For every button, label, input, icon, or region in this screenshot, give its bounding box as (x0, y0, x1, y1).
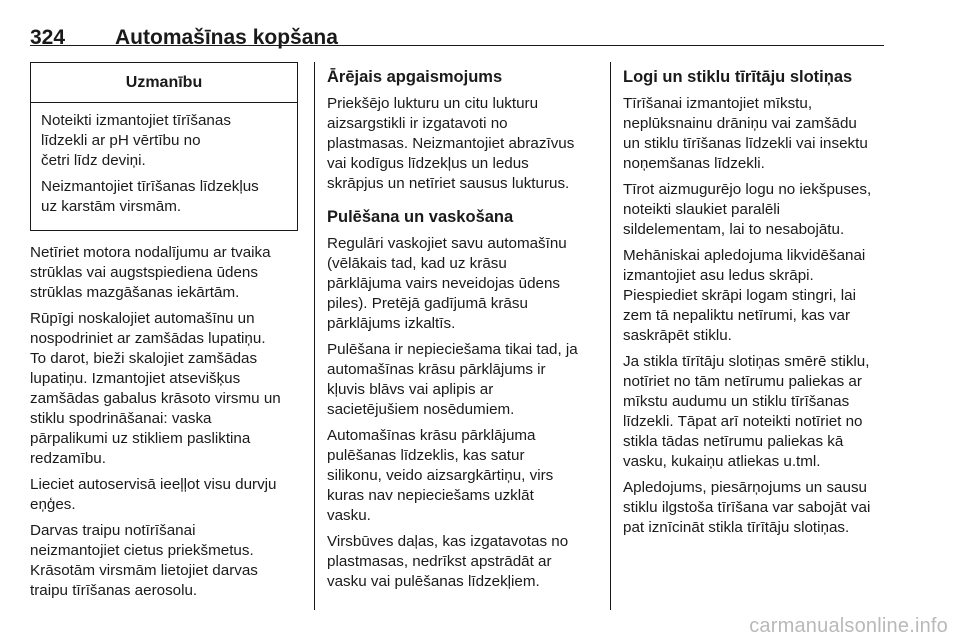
text-line: Mehāniskai apledojuma likvidēšanai (623, 247, 866, 264)
paragraph (623, 352, 899, 472)
paragraph (30, 475, 302, 515)
text-line: Apledojums, piesārņojums un sausu (623, 479, 867, 496)
text-line: vasku vai pulēšanas līdzekļiem. (327, 573, 540, 590)
text-line: noņemšanas līdzekli. (623, 155, 765, 172)
paragraph (623, 246, 899, 346)
text-line: pārpalikumi uz stikliem pasliktina (30, 430, 251, 447)
text-line: neplūksnainu drāniņu vai zamšādu (623, 115, 857, 132)
column-divider-1 (314, 62, 315, 610)
caution-paragraph (41, 111, 287, 171)
paragraph (30, 309, 302, 469)
text-line: pārklājums izkaltīs. (327, 315, 456, 332)
text-line: uz karstām virsmām. (41, 198, 182, 215)
text-line: Virsbūves daļas, kas izgatavotas no (327, 533, 569, 550)
paragraph (623, 478, 899, 538)
text-line: pat iznīcināt stikla tīrītāju slotiņas. (623, 519, 850, 536)
caution-box (30, 62, 298, 231)
text-line: strūklas vai augstspiediena ūdens (30, 264, 258, 281)
header-rule (30, 45, 884, 46)
text-line: Tīrot aizmugurējo logu no iekšpuses, (623, 181, 872, 198)
paragraph (30, 521, 302, 601)
text-line: Noteikti izmantojiet tīrīšanas (41, 112, 231, 129)
watermark: carmanualsonline.info (749, 615, 948, 637)
text-line: Automašīnas krāsu pārklājuma (327, 427, 536, 444)
section-heading: Ārējais apgaismojums (327, 68, 503, 86)
text-line: Neizmantojiet tīrīšanas līdzekļus (41, 178, 259, 195)
text-line: pulēšanas līdzeklis, kas satur (327, 447, 525, 464)
paragraph (327, 234, 599, 334)
paragraph (327, 94, 599, 194)
text-line: Regulāri vaskojiet savu automašīnu (327, 235, 567, 252)
paragraph (623, 180, 899, 240)
text-line: Netīriet motora nodalījumu ar tvaika (30, 244, 271, 261)
column-left (30, 62, 302, 607)
paragraph (327, 532, 599, 592)
text-line: zem tā nepaliktu netīrumi, kas var (623, 307, 851, 324)
text-line: Darvas traipu notīrīšanai (30, 522, 196, 539)
text-line: līdzekli. Tāpat arī noteikti notīriet no (623, 413, 863, 430)
text-line: Piespiediet skrāpi logam stingri, lai (623, 287, 856, 304)
caution-paragraph (41, 177, 287, 217)
text-line: piles). Pretējā gadījumā krāsu (327, 295, 528, 312)
text-line: Rūpīgi noskalojiet automašīnu un (30, 310, 255, 327)
text-line: četri līdz deviņi. (41, 152, 146, 169)
text-line: vasku, kukaiņu atliekas u.tml. (623, 453, 821, 470)
text-line: zamšādas gabalus krāsoto virsmu un (30, 390, 281, 407)
text-line: līdzekli ar pH vērtību no (41, 132, 201, 149)
text-line: un stiklu tīrīšanas līdzekli vai insektu (623, 135, 868, 152)
text-line: redzamību. (30, 450, 106, 467)
paragraph (623, 94, 899, 174)
page-number: 324 (30, 26, 66, 49)
text-line: lupatiņu. Izmantojiet atsevišķus (30, 370, 241, 387)
text-line: plastmasas, nedrīkst apstrādāt ar (327, 553, 552, 570)
column-middle (327, 66, 599, 598)
text-line: traipu tīrīšanas aerosolu. (30, 582, 198, 599)
text-line: sacietējušiem nosēdumiem. (327, 401, 515, 418)
text-line: vasku. (327, 507, 371, 524)
text-line: mīkstu audumu un stiklu tīrīšanas (623, 393, 850, 410)
text-line: noteikti slaukiet paralēli (623, 201, 781, 218)
text-line: Krāsotām virsmām lietojiet darvas (30, 562, 258, 579)
text-line: To darot, bieži skalojiet zamšādas (30, 350, 258, 367)
text-line: stiklu ilgstoša tīrīšana var sabojāt vai (623, 499, 871, 516)
text-line: kuras nav nepieciešams uzklāt (327, 487, 534, 504)
text-line: izmantojiet asu ledus skrāpi. (623, 267, 814, 284)
caution-title: Uzmanību (31, 63, 297, 103)
text-line: Ja stikla tīrītāju slotiņas smērē stiklu, (623, 353, 870, 370)
paragraph (327, 426, 599, 526)
text-line: silikonu, veido aizsargkārtiņu, virs (327, 467, 554, 484)
text-line: Lieciet autoservisā ieeļļot visu durvju (30, 476, 277, 493)
text-line: Tīrīšanai izmantojiet mīkstu, (623, 95, 813, 112)
column-divider-2 (610, 62, 611, 610)
text-line: aizsargstikli ir izgatavoti no (327, 115, 508, 132)
text-line: vai kodīgus līdzekļus un ledus (327, 155, 529, 172)
page-header (30, 12, 884, 52)
text-line: stiklu spodrināšanai: vaska (30, 410, 212, 427)
text-line: sildelementam, lai to nesabojātu. (623, 221, 845, 238)
section-heading: Logi un stiklu tīrītāju slotiņas (623, 68, 853, 86)
text-line: Pulēšana ir nepieciešama tikai tad, ja (327, 341, 578, 358)
chapter-title: Automašīnas kopšana (115, 26, 338, 49)
text-line: eņģes. (30, 496, 76, 513)
text-line: skrāpjus un netīriet sausus lukturus. (327, 175, 570, 192)
text-line: plastmasas. Neizmantojiet abrazīvus (327, 135, 575, 152)
text-line: nospodriniet ar zamšādas lupatiņu. (30, 330, 266, 347)
caution-body (31, 103, 297, 230)
text-line: pārklājuma vairs neveidojas ūdens (327, 275, 561, 292)
text-line: saskrāpēt stiklu. (623, 327, 732, 344)
paragraph (30, 243, 302, 303)
section-heading: Pulēšana un vaskošana (327, 208, 514, 226)
text-line: stikla tādas netīrumu paliekas kā (623, 433, 844, 450)
text-line: Priekšējo lukturu un citu lukturu (327, 95, 539, 112)
column-right (623, 66, 899, 544)
text-line: (vēlākais tad, kad uz krāsu (327, 255, 507, 272)
paragraph (327, 340, 599, 420)
text-line: automašīnas krāsu pārklājums ir (327, 361, 546, 378)
text-line: strūklas mazgāšanas iekārtām. (30, 284, 240, 301)
text-line: kļuvis blāvs vai aplipis ar (327, 381, 494, 398)
text-line: notīriet no tām netīrumu paliekas ar (623, 373, 862, 390)
text-line: neizmantojiet cietus priekšmetus. (30, 542, 254, 559)
